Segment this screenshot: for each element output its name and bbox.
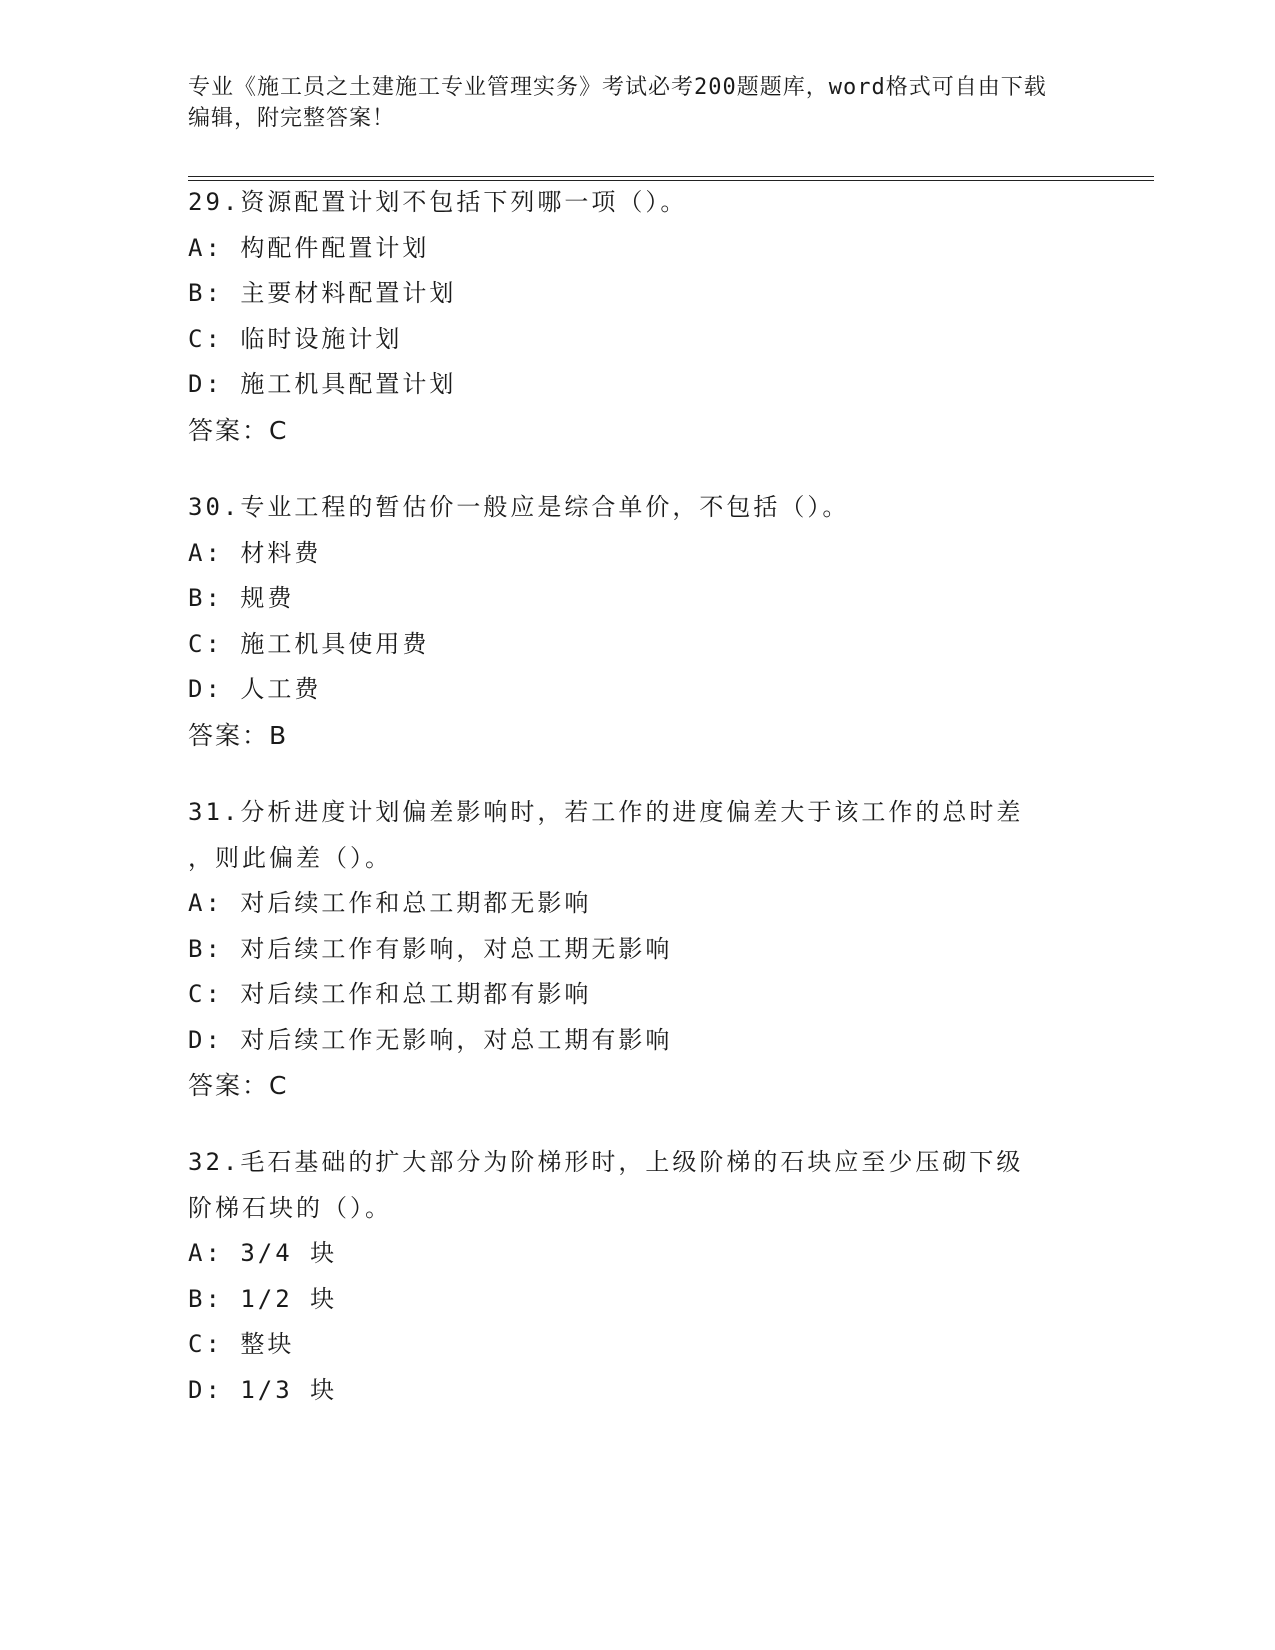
question-stem: 29.资源配置计划不包括下列哪一项（）。 [188,188,688,216]
option-c: C: 整块 [188,1330,295,1358]
option-b: B: 对后续工作有影响，对总工期无影响 [188,934,673,963]
option-c: C: 对后续工作和总工期都有影响 [188,980,592,1008]
answer: 答案：C [188,1071,289,1100]
option-b: B: 1/2 块 [188,1284,338,1313]
option-d: D: 1/3 块 [188,1375,338,1404]
option-d: D: 人工费 [188,675,322,703]
option-a: A: 材料费 [188,538,322,567]
question-29 [188,180,1088,453]
option-a: A: 构配件配置计划 [188,233,430,262]
option-a: A: 3/4 块 [188,1239,338,1267]
option-b: B: 主要材料配置计划 [188,279,457,307]
question-stem: 30.专业工程的暂估价一般应是综合单价，不包括（）。 [188,493,850,521]
option-b: B: 规费 [188,584,295,612]
question-stem-continued: 阶梯石块的（）。 [188,1193,392,1222]
option-a: A: 对后续工作和总工期都无影响 [188,889,592,917]
question-stem: 31.分析进度计划偏差影响时，若工作的进度偏差大于该工作的总时差 [188,798,1024,826]
option-d: D: 施工机具配置计划 [188,370,457,398]
question-32 [188,1140,1088,1413]
question-stem-continued: ，则此偏差（）。 [188,843,392,872]
question-30 [188,485,1088,758]
answer: 答案：C [188,415,289,445]
option-d: D: 对后续工作无影响，对总工期有影响 [188,1025,673,1054]
option-c: C: 临时设施计划 [188,324,403,353]
option-c: C: 施工机具使用费 [188,629,430,658]
question-stem: 32.毛石基础的扩大部分为阶梯形时，上级阶梯的石块应至少压砌下级 [188,1148,1024,1176]
document-header: 专业《施工员之土建施工专业管理实务》考试必考200题题库，word格式可自由下载编辑，附完整答案！ [188,75,1047,131]
answer: 答案：B [188,720,289,750]
question-31 [188,790,1088,1109]
